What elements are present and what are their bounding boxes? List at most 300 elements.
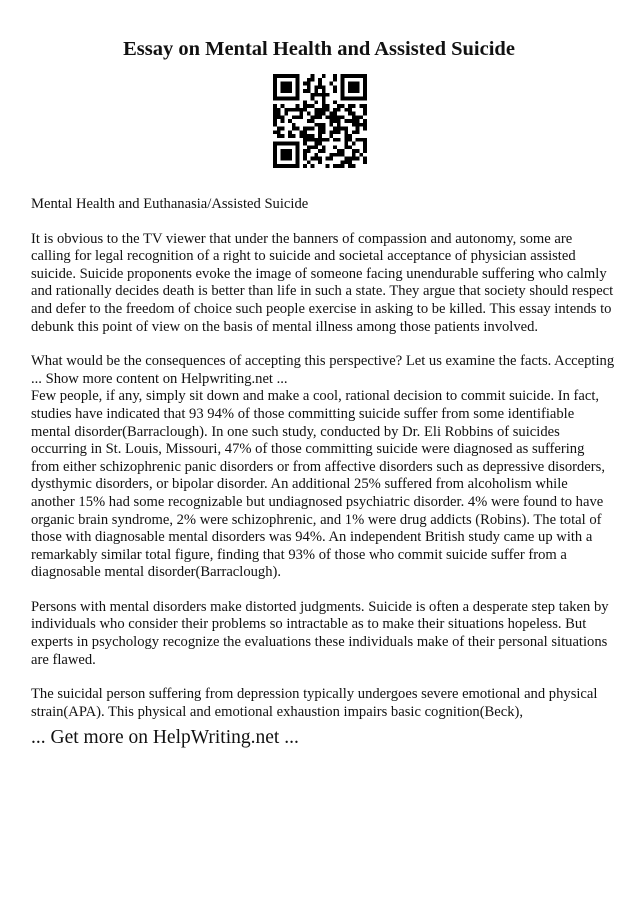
qr-module <box>344 145 348 149</box>
qr-module <box>326 108 330 112</box>
qr-module <box>363 119 367 123</box>
qr-module <box>348 164 352 168</box>
qr-module <box>288 157 292 161</box>
qr-module <box>311 157 315 161</box>
qr-module <box>329 119 333 123</box>
qr-module <box>292 123 296 127</box>
qr-module <box>318 142 322 146</box>
qr-module <box>344 108 348 112</box>
qr-module <box>341 74 345 78</box>
qr-module <box>356 82 360 86</box>
qr-module <box>318 123 322 127</box>
qr-module <box>356 157 360 161</box>
qr-module <box>314 89 318 93</box>
qr-module <box>284 74 288 78</box>
qr-module <box>311 93 315 97</box>
qr-module <box>281 97 285 101</box>
qr-module <box>281 134 285 138</box>
qr-module <box>318 149 322 153</box>
qr-module <box>341 104 345 108</box>
qr-module <box>303 127 307 131</box>
qr-module <box>363 89 367 93</box>
qr-module <box>352 104 356 108</box>
qr-module <box>341 115 345 119</box>
qr-module <box>322 104 326 108</box>
qr-module <box>337 119 341 123</box>
qr-module <box>303 130 307 134</box>
qr-module <box>363 149 367 153</box>
qr-module <box>281 119 285 123</box>
qr-module <box>314 142 318 146</box>
qr-module <box>273 93 277 97</box>
qr-module <box>307 82 311 86</box>
qr-module <box>326 104 330 108</box>
qr-module <box>344 130 348 134</box>
qr-module <box>299 115 303 119</box>
qr-module <box>288 119 292 123</box>
qr-module <box>292 108 296 112</box>
qr-module <box>363 127 367 131</box>
qr-module <box>292 134 296 138</box>
qr-module <box>284 85 288 89</box>
qr-module <box>318 93 322 97</box>
qr-module <box>273 157 277 161</box>
qr-module <box>322 85 326 89</box>
qr-module <box>322 74 326 78</box>
qr-module <box>318 130 322 134</box>
qr-module <box>333 74 337 78</box>
qr-module <box>307 149 311 153</box>
qr-module <box>363 108 367 112</box>
qr-module <box>314 100 318 104</box>
qr-module <box>288 89 292 93</box>
qr-module <box>352 74 356 78</box>
qr-module <box>363 160 367 164</box>
qr-module <box>348 157 352 161</box>
qr-module <box>363 93 367 97</box>
qr-module <box>341 93 345 97</box>
qr-module <box>303 82 307 86</box>
qr-module <box>281 127 285 131</box>
qr-module <box>348 108 352 112</box>
qr-module <box>359 123 363 127</box>
qr-module <box>348 97 352 101</box>
qr-module <box>277 134 281 138</box>
qr-module <box>356 130 360 134</box>
qr-module <box>344 138 348 142</box>
qr-module <box>288 74 292 78</box>
qr-module <box>288 108 292 112</box>
qr-module <box>307 112 311 116</box>
qr-module <box>329 157 333 161</box>
qr-module <box>296 127 300 131</box>
qr-module <box>318 108 322 112</box>
qr-module <box>273 145 277 149</box>
qr-module <box>363 74 367 78</box>
qr-module <box>284 108 288 112</box>
qr-module <box>344 74 348 78</box>
qr-module <box>318 115 322 119</box>
qr-module <box>307 145 311 149</box>
qr-module <box>356 123 360 127</box>
qr-module <box>341 153 345 157</box>
qr-module <box>296 164 300 168</box>
qr-module <box>348 138 352 142</box>
qr-module <box>314 85 318 89</box>
qr-module <box>314 145 318 149</box>
qr-module <box>344 157 348 161</box>
qr-module <box>333 138 337 142</box>
qr-module <box>318 82 322 86</box>
qr-module <box>311 134 315 138</box>
qr-module <box>273 97 277 101</box>
qr-module <box>363 142 367 146</box>
qr-module <box>273 142 277 146</box>
qr-module <box>288 164 292 168</box>
qr-module <box>322 93 326 97</box>
qr-module <box>311 119 315 123</box>
qr-module <box>273 82 277 86</box>
qr-module <box>311 74 315 78</box>
qr-module <box>284 142 288 146</box>
qr-module <box>284 89 288 93</box>
qr-module <box>311 97 315 101</box>
qr-module <box>296 93 300 97</box>
qr-module <box>322 127 326 131</box>
qr-module <box>277 74 281 78</box>
qr-module <box>318 127 322 131</box>
qr-module <box>359 153 363 157</box>
qr-module <box>296 149 300 153</box>
qr-module <box>314 112 318 116</box>
qr-module <box>322 112 326 116</box>
qr-module <box>356 115 360 119</box>
qr-module <box>281 157 285 161</box>
qr-module <box>303 134 307 138</box>
qr-module <box>322 138 326 142</box>
qr-module <box>303 164 307 168</box>
qr-module <box>333 85 337 89</box>
qr-module <box>288 85 292 89</box>
qr-module <box>363 157 367 161</box>
qr-module <box>307 78 311 82</box>
qr-code-icon[interactable] <box>273 74 367 168</box>
qr-module <box>348 74 352 78</box>
qr-module <box>333 89 337 93</box>
qr-module <box>307 89 311 93</box>
qr-module <box>288 142 292 146</box>
qr-module <box>356 89 360 93</box>
qr-module <box>288 82 292 86</box>
qr-module <box>322 97 326 101</box>
qr-module <box>277 112 281 116</box>
qr-module <box>311 104 315 108</box>
qr-module <box>318 78 322 82</box>
qr-module <box>341 82 345 86</box>
get-more-link[interactable] <box>31 727 299 749</box>
essay-body <box>31 196 615 738</box>
qr-module <box>273 119 277 123</box>
qr-module <box>314 153 318 157</box>
qr-module <box>352 115 356 119</box>
qr-module <box>352 119 356 123</box>
qr-module <box>352 82 356 86</box>
qr-module <box>333 112 337 116</box>
qr-module <box>296 78 300 82</box>
qr-module <box>348 119 352 123</box>
qr-module <box>296 153 300 157</box>
qr-module <box>333 115 337 119</box>
qr-module <box>359 104 363 108</box>
qr-module <box>303 108 307 112</box>
qr-module <box>356 127 360 131</box>
qr-module <box>273 153 277 157</box>
qr-module <box>333 78 337 82</box>
qr-module <box>348 104 352 108</box>
qr-module <box>303 89 307 93</box>
qr-module <box>273 112 277 116</box>
qr-module <box>326 115 330 119</box>
qr-module <box>333 153 337 157</box>
qr-module <box>344 119 348 123</box>
qr-module <box>333 127 337 131</box>
qr-module <box>277 115 281 119</box>
qr-module <box>273 104 277 108</box>
qr-module <box>352 164 356 168</box>
qr-module <box>288 130 292 134</box>
qr-module <box>303 138 307 142</box>
qr-module <box>352 157 356 161</box>
qr-module <box>356 85 360 89</box>
paragraph-question: What would be the consequences of accepting this perspective? Let us examine the facts. Accepting <box>31 353 615 370</box>
qr-module <box>359 138 363 142</box>
qr-module <box>352 85 356 89</box>
qr-module <box>322 100 326 104</box>
qr-module <box>284 97 288 101</box>
qr-module <box>337 130 341 134</box>
qr-module <box>333 130 337 134</box>
qr-module <box>363 97 367 101</box>
qr-module <box>359 74 363 78</box>
qr-module <box>311 127 315 131</box>
qr-module <box>307 160 311 164</box>
qr-module <box>296 85 300 89</box>
qr-module <box>296 104 300 108</box>
qr-module <box>333 119 337 123</box>
qr-module <box>352 130 356 134</box>
qr-module <box>348 85 352 89</box>
qr-module <box>363 85 367 89</box>
qr-module <box>277 97 281 101</box>
qr-module <box>318 160 322 164</box>
qr-module <box>348 89 352 93</box>
qr-module <box>303 100 307 104</box>
qr-module <box>314 108 318 112</box>
qr-module <box>281 104 285 108</box>
qr-module <box>299 108 303 112</box>
qr-module <box>314 93 318 97</box>
qr-module <box>344 160 348 164</box>
qr-module <box>296 145 300 149</box>
qr-module <box>359 115 363 119</box>
qr-module <box>341 97 345 101</box>
qr-module <box>303 104 307 108</box>
qr-module <box>273 89 277 93</box>
qr-module <box>341 78 345 82</box>
qr-module <box>273 149 277 153</box>
qr-module <box>303 153 307 157</box>
qr-module <box>322 145 326 149</box>
qr-module <box>356 74 360 78</box>
qr-module <box>352 149 356 153</box>
qr-module <box>307 138 311 142</box>
qr-module <box>329 112 333 116</box>
qr-module <box>296 89 300 93</box>
qr-module <box>314 123 318 127</box>
qr-module <box>292 74 296 78</box>
paragraph-judgments: Persons with mental disorders make distorted judgments. Suicide is often a desperate step taken by individuals who consider their problems so intractable as to make their situations hopeless. But experts in psychology recognize the evaluations these individuals make of their personal situations are flawed. <box>31 598 609 668</box>
qr-module <box>273 108 277 112</box>
qr-module <box>322 130 326 134</box>
qr-module <box>277 127 281 131</box>
qr-module <box>318 134 322 138</box>
show-more-link[interactable] <box>31 371 615 389</box>
qr-module <box>326 138 330 142</box>
qr-module <box>273 115 277 119</box>
qr-module <box>281 89 285 93</box>
qr-module <box>296 142 300 146</box>
qr-module <box>337 164 341 168</box>
qr-module <box>326 93 330 97</box>
qr-module <box>356 138 360 142</box>
qr-module <box>292 115 296 119</box>
qr-module <box>292 142 296 146</box>
qr-module <box>277 130 281 134</box>
qr-module <box>292 127 296 131</box>
qr-module <box>329 134 333 138</box>
qr-module <box>296 160 300 164</box>
qr-module <box>333 145 337 149</box>
qr-module <box>348 160 352 164</box>
qr-module <box>311 78 315 82</box>
paragraph-depression: The suicidal person suffering from depression typically undergoes severe emotional and physical strain(APA). This physical and emotional exhaustion impairs basic cognition(Beck), <box>31 686 598 720</box>
qr-module <box>341 85 345 89</box>
qr-module <box>341 149 345 153</box>
qr-module <box>329 123 333 127</box>
qr-module <box>322 89 326 93</box>
qr-module <box>329 130 333 134</box>
qr-module <box>288 134 292 138</box>
qr-module <box>344 142 348 146</box>
qr-module <box>352 89 356 93</box>
qr-module <box>352 153 356 157</box>
qr-module <box>311 164 315 168</box>
qr-module <box>281 153 285 157</box>
qr-module <box>296 82 300 86</box>
qr-module <box>277 108 281 112</box>
qr-module <box>281 74 285 78</box>
qr-module <box>337 149 341 153</box>
qr-module <box>292 97 296 101</box>
qr-module <box>363 82 367 86</box>
qr-module <box>356 149 360 153</box>
qr-module <box>284 153 288 157</box>
qr-module <box>337 108 341 112</box>
qr-module <box>296 108 300 112</box>
qr-module <box>348 145 352 149</box>
qr-module <box>288 153 292 157</box>
qr-module <box>359 97 363 101</box>
qr-module <box>296 115 300 119</box>
qr-module <box>341 89 345 93</box>
qr-module <box>318 85 322 89</box>
qr-module <box>296 74 300 78</box>
qr-module <box>273 160 277 164</box>
qr-module <box>344 134 348 138</box>
show-more-link-text[interactable]: ... Show more content on Helpwriting.net ... <box>31 370 288 387</box>
qr-module <box>333 108 337 112</box>
qr-module <box>337 123 341 127</box>
paragraph-intro: It is obvious to the TV viewer that under the banners of compassion and autonomy, some are calling for legal recognition of a right to suicide and societal acceptance of physician assisted suicide. Suicide proponents evoke the image of someone facing unendurable suffering who calmly and rationally decides death is better than life in such a state. They argue that society should respect and defer to the freedom of choice such people exercise in asking to be killed. This essay intends to debunk this point of view on the basis of mental illness among those patients involved. <box>31 230 614 335</box>
get-more-link-text[interactable]: ... Get more on HelpWriting.net ... <box>31 727 299 748</box>
qr-module <box>307 85 311 89</box>
qr-module <box>281 149 285 153</box>
qr-module <box>341 164 345 168</box>
qr-module <box>281 164 285 168</box>
qr-module <box>356 97 360 101</box>
qr-module <box>303 149 307 153</box>
qr-module <box>311 138 315 142</box>
qr-module <box>363 145 367 149</box>
qr-module <box>344 127 348 131</box>
qr-module <box>281 142 285 146</box>
qr-module <box>333 164 337 168</box>
qr-module <box>363 104 367 108</box>
qr-module <box>329 153 333 157</box>
qr-module <box>322 149 326 153</box>
qr-module <box>273 74 277 78</box>
qr-module <box>318 138 322 142</box>
qr-module <box>284 82 288 86</box>
qr-module <box>288 149 292 153</box>
qr-module <box>273 78 277 82</box>
qr-module <box>348 82 352 86</box>
qr-module <box>307 104 311 108</box>
qr-module <box>348 134 352 138</box>
qr-module <box>318 157 322 161</box>
qr-module <box>307 134 311 138</box>
qr-module <box>363 138 367 142</box>
qr-module <box>281 85 285 89</box>
qr-module <box>284 112 288 116</box>
qr-module <box>322 123 326 127</box>
qr-module <box>311 115 315 119</box>
qr-module <box>363 112 367 116</box>
qr-module <box>311 145 315 149</box>
qr-module <box>337 138 341 142</box>
qr-module <box>322 108 326 112</box>
qr-module <box>326 164 330 168</box>
qr-module <box>273 164 277 168</box>
qr-module <box>273 123 277 127</box>
qr-module <box>281 82 285 86</box>
qr-module <box>273 85 277 89</box>
qr-module <box>329 82 333 86</box>
qr-module <box>326 157 330 161</box>
qr-module <box>314 138 318 142</box>
qr-module <box>284 164 288 168</box>
qr-module <box>352 142 356 146</box>
